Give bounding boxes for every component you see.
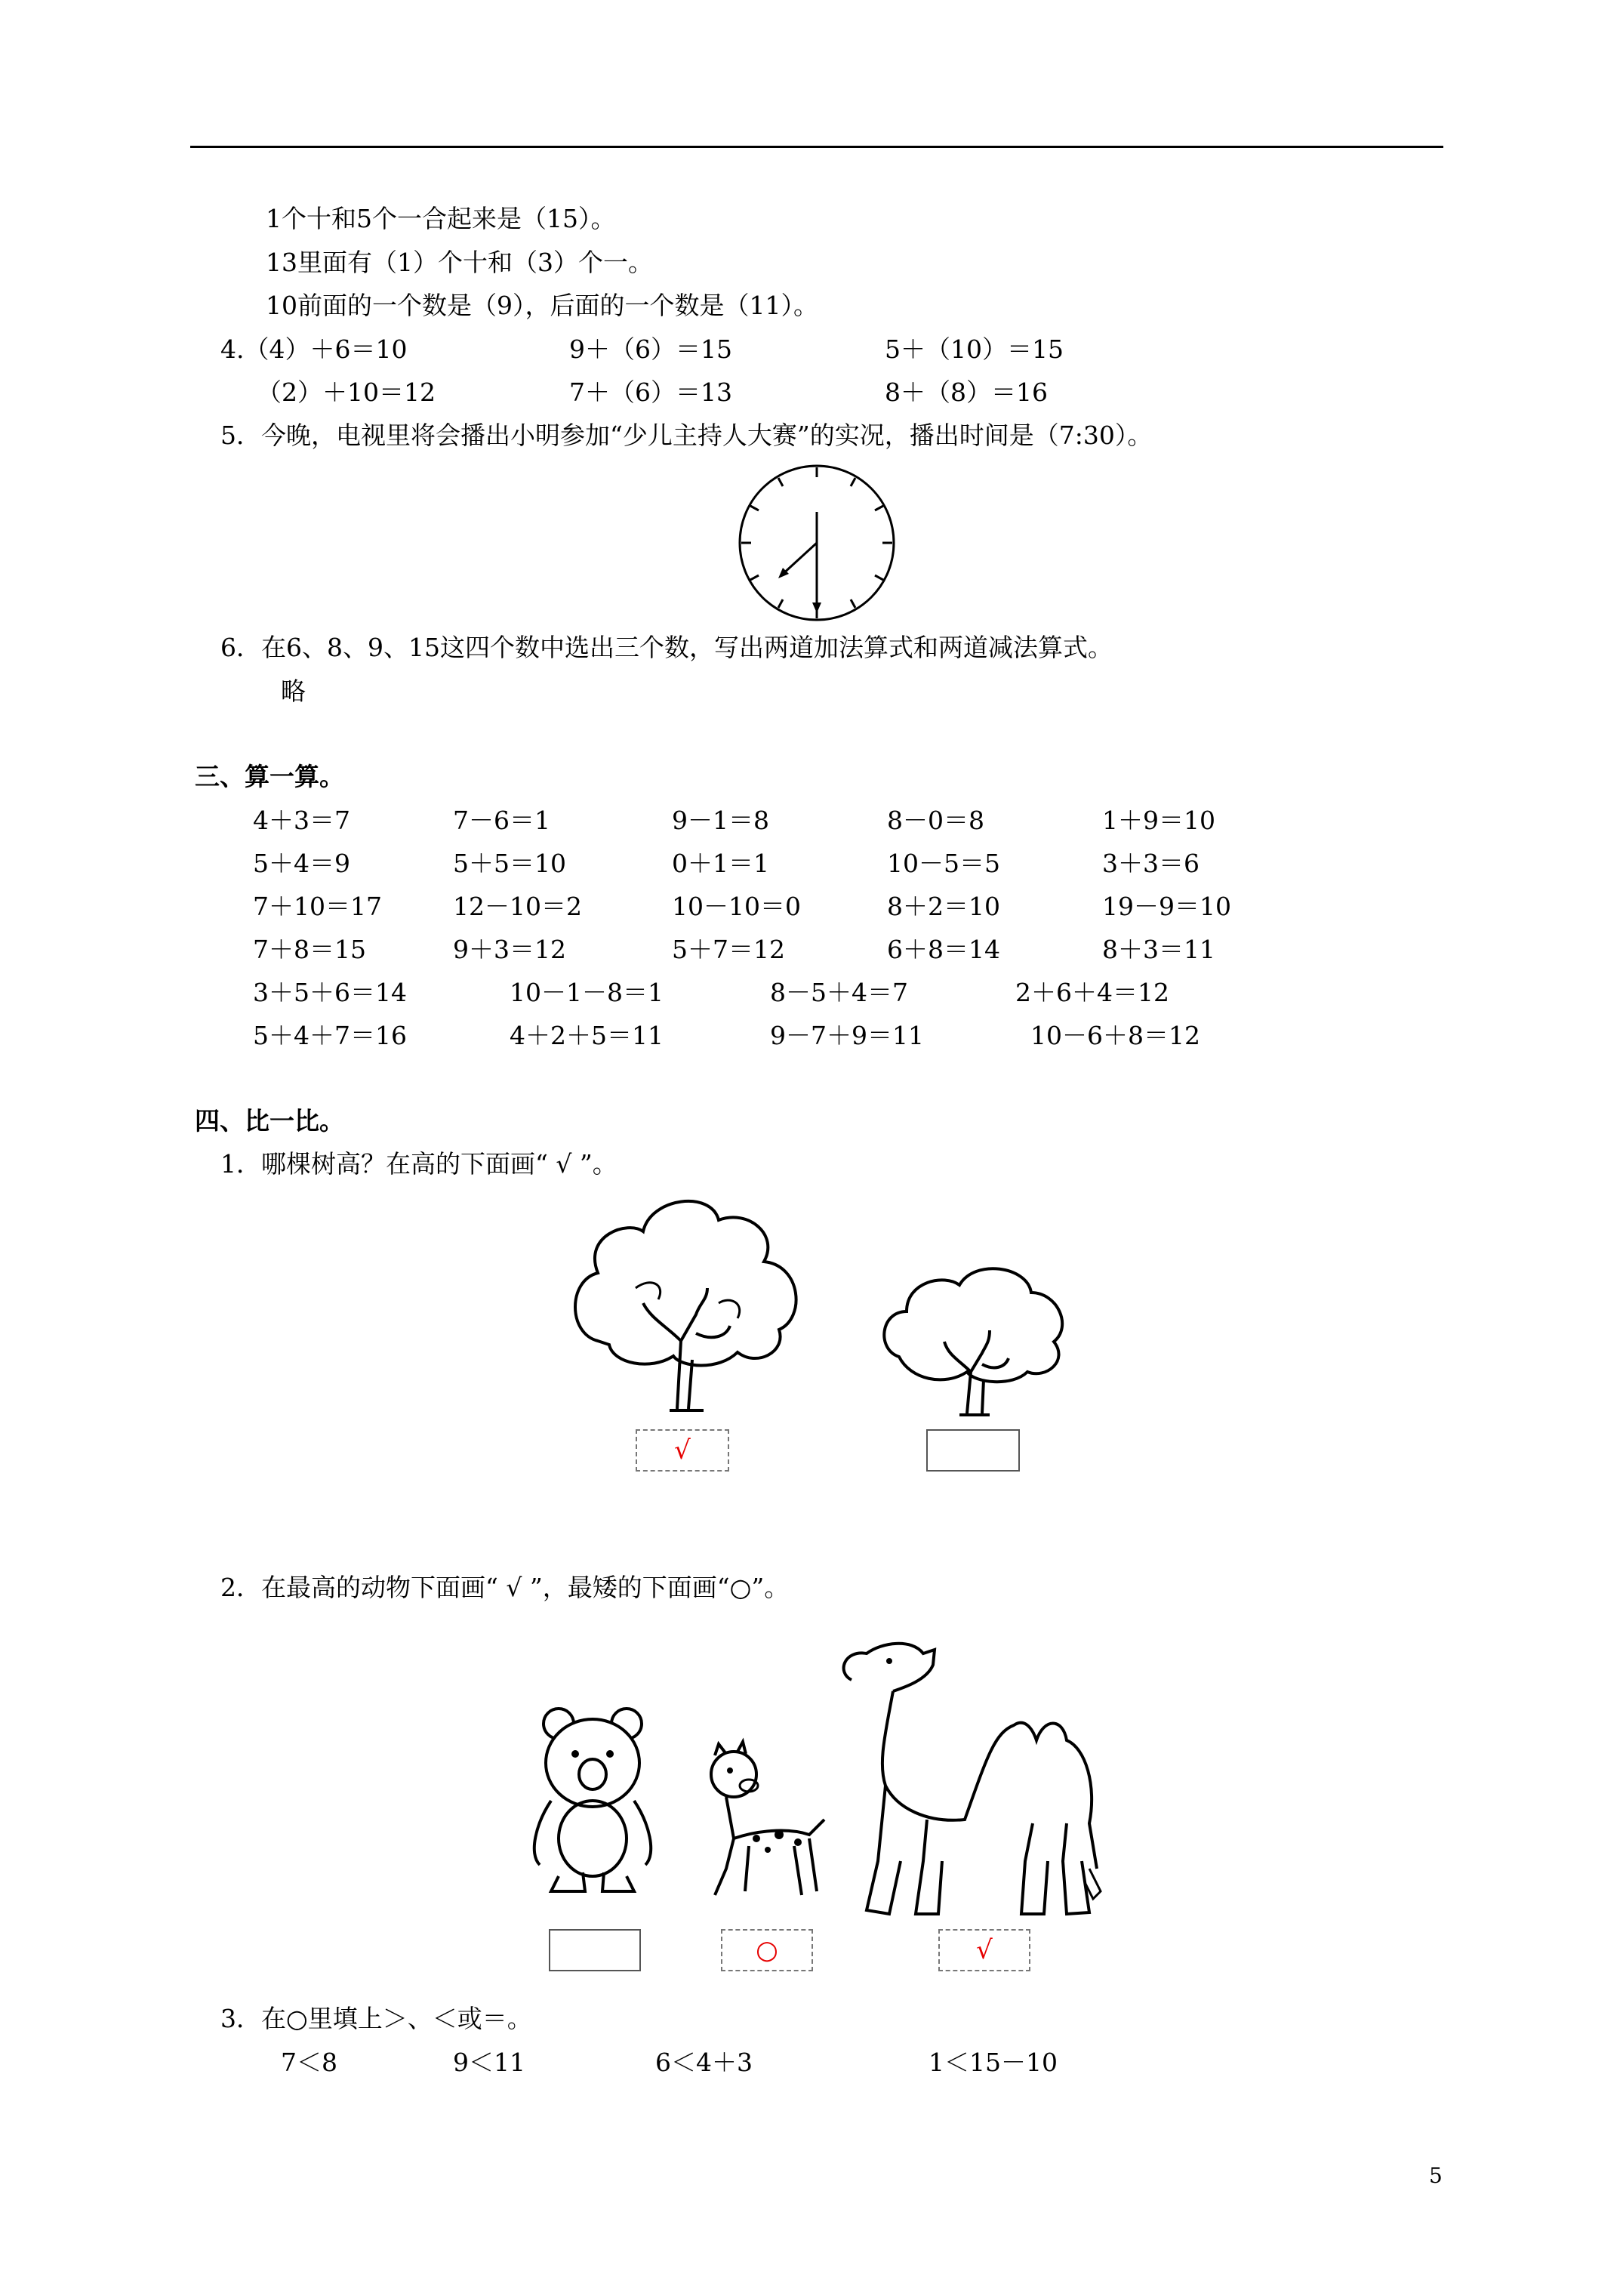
q3-item-3: 6＜4＋3 (655, 2048, 753, 2077)
calc-r3-c3: 10－10＝0 (672, 892, 801, 921)
deer-icon (696, 1740, 839, 1903)
q3-item-4: 1＜15－10 (929, 2048, 1058, 2077)
camel-icon (836, 1635, 1108, 1933)
tall-tree-icon (568, 1190, 803, 1425)
short-tree-icon (876, 1259, 1073, 1425)
q5-text: 5．今晚，电视里将会播出小明参加“少儿主持人大赛”的实况，播出时间是（7:30）。 (220, 421, 1153, 450)
calc-r5-c4: 2＋6＋4＝12 (1015, 978, 1169, 1007)
clock-icon (736, 462, 898, 624)
header-rule (190, 146, 1443, 148)
q6-text: 6．在6、8、9、15这四个数中选出三个数，写出两道加法算式和两道减法算式。 (220, 633, 1113, 662)
calc-r4-c5: 8＋3＝11 (1102, 935, 1215, 964)
q4-item-4: （2）＋10＝12 (257, 378, 436, 407)
bear-answer-box[interactable] (549, 1929, 641, 1971)
q3-text: 3．在○里填上＞、＜或＝。 (220, 2004, 532, 2033)
fill-line-1: 1个十和5个一合起来是（15）。 (266, 204, 616, 233)
page-number: 5 (1429, 2163, 1443, 2188)
calc-r1-c1: 4＋3＝7 (253, 806, 350, 835)
tall-tree-answer-box[interactable] (636, 1429, 729, 1472)
calc-r1-c4: 8－0＝8 (887, 806, 984, 835)
calc-r4-c1: 7＋8＝15 (253, 935, 366, 964)
calc-r4-c3: 5＋7＝12 (672, 935, 785, 964)
q4-item-6: 8＋（8）＝16 (885, 378, 1048, 407)
calc-r3-c1: 7＋10＝17 (253, 892, 382, 921)
check-mark: √ (674, 1435, 691, 1465)
calc-r6-c3: 9－7＋9＝11 (770, 1021, 924, 1050)
q4-item-2: 9＋（6）＝15 (569, 334, 732, 364)
calc-r3-c4: 8＋2＝10 (887, 892, 1000, 921)
section-4-title: 四、比一比。 (195, 1106, 344, 1136)
calc-r5-c1: 3＋5＋6＝14 (253, 978, 407, 1007)
calc-r6-c2: 4＋2＋5＝11 (510, 1021, 664, 1050)
camel-answer-box[interactable] (938, 1929, 1030, 1971)
calc-r1-c5: 1＋9＝10 (1102, 806, 1215, 835)
deer-answer-box[interactable] (721, 1929, 813, 1971)
calc-r2-c4: 10－5＝5 (887, 849, 1000, 878)
calc-r2-c5: 3＋3＝6 (1102, 849, 1200, 878)
calc-r2-c2: 5＋5＝10 (453, 849, 566, 878)
calc-r3-c5: 19－9＝10 (1102, 892, 1231, 921)
calc-r5-c3: 8－5＋4＝7 (770, 978, 908, 1007)
calc-r6-c1: 5＋4＋7＝16 (253, 1021, 407, 1050)
q3-item-1: 7＜8 (281, 2048, 337, 2077)
short-tree-answer-box[interactable] (926, 1429, 1020, 1472)
check-mark: √ (976, 1935, 993, 1965)
calc-r6-c4: 10－6＋8＝12 (1030, 1021, 1200, 1050)
calc-r2-c1: 5＋4＝9 (253, 849, 350, 878)
calc-r1-c3: 9－1＝8 (672, 806, 769, 835)
calc-r4-c4: 6＋8＝14 (887, 935, 1000, 964)
q4-item-5: 7＋（6）＝13 (569, 378, 732, 407)
fill-line-3: 10前面的一个数是（9），后面的一个数是（11）。 (266, 291, 818, 320)
calc-r4-c2: 9＋3＝12 (453, 935, 566, 964)
q4-item-1: 4.（4）＋6＝10 (220, 334, 408, 364)
q2-text: 2．在最高的动物下面画“ √ ”，最矮的下面画“○”。 (220, 1573, 790, 1602)
q6-answer: 略 (281, 676, 306, 706)
q1-text: 1．哪棵树高？在高的下面画“ √ ”。 (220, 1149, 617, 1179)
q3-item-2: 9＜11 (453, 2048, 525, 2077)
section-3-title: 三、算一算。 (195, 762, 344, 791)
calc-r2-c3: 0＋1＝1 (672, 849, 769, 878)
q4-item-3: 5＋（10）＝15 (885, 334, 1064, 364)
calc-r1-c2: 7－6＝1 (453, 806, 550, 835)
fill-line-2: 13里面有（1）个十和（3）个一。 (266, 248, 653, 277)
bear-icon (528, 1703, 664, 1895)
calc-r5-c2: 10－1－8＝1 (510, 978, 664, 1007)
calc-r3-c2: 12－10＝2 (453, 892, 582, 921)
circle-mark: ○ (756, 1935, 778, 1965)
